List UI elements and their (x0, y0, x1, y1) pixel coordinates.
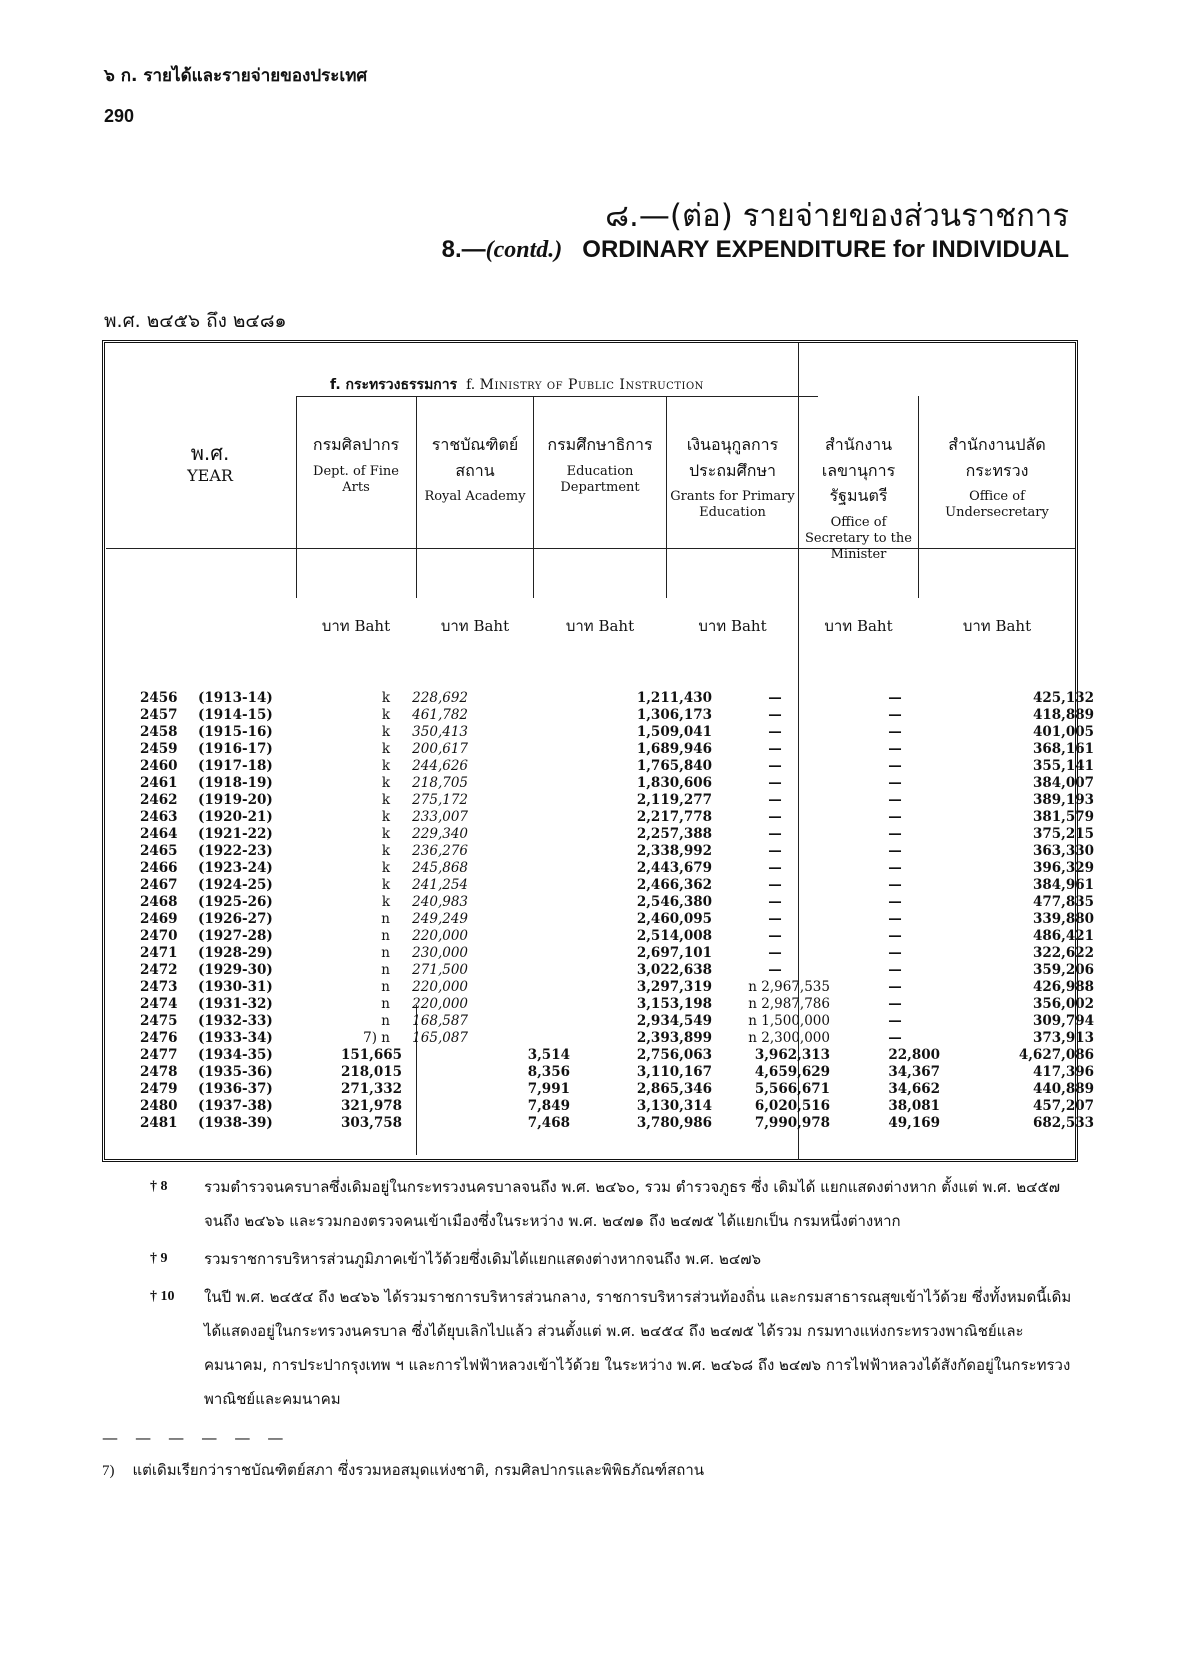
undersecretary-value: 426,988 (1032, 979, 1094, 995)
undersecretary-value: 322,622 (1032, 945, 1094, 961)
fine-arts-value: 249,249 (412, 911, 468, 927)
fine-arts-marker: 151,665 (340, 1047, 402, 1063)
year-be: 2480 (140, 1098, 178, 1114)
education-value: 2,460,095 (636, 911, 712, 927)
undersecretary-value: 4,627,086 (1018, 1047, 1094, 1063)
grants-value: — (768, 894, 782, 910)
year-be: 2468 (140, 894, 178, 910)
year-ce: (1938-39) (198, 1115, 273, 1131)
year-be: 2479 (140, 1081, 178, 1097)
year-be: 2466 (140, 860, 178, 876)
table-row (140, 1047, 1094, 1064)
undersecretary-value: 417,396 (1032, 1064, 1094, 1080)
secretary-value: — (888, 690, 902, 706)
ministry-heading (330, 374, 704, 396)
undersecretary-value: 359,206 (1032, 962, 1094, 978)
col-divider-1 (296, 396, 297, 598)
table-row (140, 1098, 1094, 1115)
col-head-en: Dept. of Fine Arts (313, 463, 399, 495)
undersecretary-value: 418,889 (1032, 707, 1094, 723)
secretary-value: — (888, 707, 902, 723)
secretary-value: — (888, 979, 902, 995)
unit-label: บาท Baht (565, 617, 635, 635)
undersecretary-value: 425,132 (1032, 690, 1094, 706)
header-bottom-rule (106, 548, 1075, 549)
royal-academy-value: 7,849 (527, 1098, 570, 1114)
note-marker: † 9 (150, 1251, 168, 1266)
secretary-value: 34,662 (888, 1081, 940, 1097)
fine-arts-marker: k (381, 877, 390, 893)
secretary-value: — (888, 877, 902, 893)
secretary-value: — (888, 775, 902, 791)
fine-arts-value: 241,254 (412, 877, 468, 893)
fine-arts-marker: n (381, 911, 390, 927)
undersecretary-value: 486,421 (1032, 928, 1094, 944)
fine-arts-value: 271,500 (412, 962, 468, 978)
fine-arts-value: 233,007 (412, 809, 468, 825)
grants-value: n 1,500,000 (748, 1013, 830, 1029)
unit-label: บาท Baht (824, 617, 893, 635)
education-value: 3,153,198 (636, 996, 712, 1012)
grants-value: — (768, 809, 782, 825)
year-ce: (1936-37) (198, 1081, 273, 1097)
education-value: 3,110,167 (636, 1064, 712, 1080)
table-row (140, 996, 1094, 1013)
footnote-text: แต่เดิมเรียกว่าราชบัณฑิตย์สภา ซึ่งรวมหอสมุดแห่งชาติ, กรมศิลปากรและพิพิธภัณฑ์สถาน (132, 1461, 705, 1479)
royal-academy-value: 7,468 (527, 1115, 570, 1131)
secretary-value: — (888, 945, 902, 961)
note-text: รวมราชการบริหารส่วนภูมิภาคเข้าไว้ด้วยซึ่งเดิมได้แยกแสดงต่างหากจนถึง พ.ศ. ๒๔๗๖ (204, 1250, 762, 1268)
table-row (140, 843, 1094, 860)
fine-arts-marker: k (381, 792, 390, 808)
fine-arts-value: 240,983 (412, 894, 468, 910)
table-row (140, 928, 1094, 945)
grants-value: — (768, 758, 782, 774)
year-be: 2463 (140, 809, 178, 825)
fine-arts-value: 350,413 (412, 724, 468, 740)
grants-value: — (768, 843, 782, 859)
fine-arts-marker: n (381, 1013, 390, 1029)
grants-value: — (768, 775, 782, 791)
undersecretary-value: 355,141 (1032, 758, 1094, 774)
note-9 (150, 1242, 1080, 1276)
secretary-value: — (888, 894, 902, 910)
secretary-value: — (888, 996, 902, 1012)
year-ce: (1933-34) (198, 1030, 273, 1046)
fine-arts-value: 245,868 (412, 860, 468, 876)
fine-arts-value: 220,000 (412, 979, 468, 995)
year-be: 2475 (140, 1013, 178, 1029)
year-be: 2459 (140, 741, 178, 757)
secretary-value: 34,367 (888, 1064, 940, 1080)
grants-value: 5,566,671 (754, 1081, 830, 1097)
secretary-value: — (888, 809, 902, 825)
fine-arts-marker: k (381, 724, 390, 740)
grants-value: — (768, 724, 782, 740)
table-row (140, 860, 1094, 877)
fine-arts-value: 165,087 (412, 1030, 468, 1046)
year-be: 2473 (140, 979, 178, 995)
note-marker: † 8 (150, 1179, 168, 1194)
col-head-en: Grants for Primary Education (670, 489, 795, 521)
table-title-english (442, 236, 1069, 264)
grants-value: 6,020,516 (754, 1098, 830, 1114)
secretary-value: — (888, 1030, 902, 1046)
grants-value: — (768, 928, 782, 944)
year-be: 2471 (140, 945, 178, 961)
undersecretary-value: 356,002 (1032, 996, 1094, 1012)
grants-value: 3,962,313 (754, 1047, 830, 1063)
fine-arts-marker: 321,978 (340, 1098, 402, 1114)
col-head-secretary (802, 432, 915, 564)
unit-label: บาท Baht (698, 617, 767, 635)
education-value: 2,393,899 (636, 1030, 712, 1046)
grants-value: n 2,967,535 (748, 979, 830, 995)
year-be: 2464 (140, 826, 178, 842)
year-be: 2478 (140, 1064, 178, 1080)
education-value: 2,546,380 (636, 894, 712, 910)
grants-value: — (768, 792, 782, 808)
fine-arts-value: 168,587 (412, 1013, 468, 1029)
ministry-en: Ministry of Public Instruction (479, 377, 704, 393)
fine-arts-value: 228,692 (412, 690, 468, 706)
undersecretary-value: 682,533 (1032, 1115, 1094, 1131)
fine-arts-value: 461,782 (412, 707, 468, 723)
education-value: 2,934,549 (636, 1013, 712, 1029)
year-ce: (1920-21) (198, 809, 273, 825)
col-head-fine-arts (300, 432, 412, 496)
fine-arts-marker: k (381, 860, 390, 876)
table-row (140, 1081, 1094, 1098)
table-row (140, 1115, 1094, 1132)
table-row (140, 758, 1094, 775)
year-column-heading (150, 440, 270, 487)
fine-arts-marker: 271,332 (340, 1081, 402, 1097)
undersecretary-value: 401,005 (1032, 724, 1094, 740)
year-ce: (1924-25) (198, 877, 273, 893)
table-row (140, 809, 1094, 826)
col-divider-4 (666, 396, 667, 598)
fine-arts-marker: k (381, 809, 390, 825)
year-be: 2461 (140, 775, 178, 791)
secretary-value: — (888, 928, 902, 944)
grants-value: — (768, 860, 782, 876)
secretary-value: 38,081 (888, 1098, 940, 1114)
table-row (140, 792, 1094, 809)
fine-arts-marker: n (381, 945, 390, 961)
education-value: 2,338,992 (636, 843, 712, 859)
year-be: 2470 (140, 928, 178, 944)
year-ce: (1928-29) (198, 945, 273, 961)
secretary-value: — (888, 741, 902, 757)
table-row (140, 911, 1094, 928)
grants-value: — (768, 826, 782, 842)
col-head-grants (670, 432, 795, 522)
fine-arts-marker: n (381, 928, 390, 944)
col-divider-6 (918, 396, 919, 598)
year-ce: (1913-14) (198, 690, 273, 706)
fine-arts-marker: n (381, 979, 390, 995)
year-ce: (1915-16) (198, 724, 273, 740)
col-head-thai: กรมศึกษาธิการ (547, 435, 653, 454)
grants-value: n 2,300,000 (748, 1030, 830, 1046)
undersecretary-value: 384,007 (1032, 775, 1094, 791)
footnote-marker: 7) (102, 1463, 115, 1479)
undersecretary-value: 384,961 (1032, 877, 1094, 893)
col-head-thai: สำนักงานเลขานุการรัฐมนตรี (821, 435, 896, 506)
fine-arts-value: 229,340 (412, 826, 468, 842)
fine-arts-marker: k (381, 894, 390, 910)
unit-label: บาท Baht (962, 617, 1032, 635)
col-head-thai: สำนักงานปลัดกระทรวง (948, 435, 1046, 480)
secretary-value: — (888, 911, 902, 927)
secretary-value: 22,800 (888, 1047, 940, 1063)
footnote-rule: — — — — — — (102, 1428, 290, 1447)
year-be: 2458 (140, 724, 178, 740)
fine-arts-marker: 303,758 (340, 1115, 402, 1131)
col-head-en: Royal Academy (424, 489, 526, 505)
education-value: 3,130,314 (636, 1098, 712, 1114)
year-ce: (1925-26) (198, 894, 273, 910)
education-value: 1,765,840 (636, 758, 712, 774)
table-row (140, 690, 1094, 707)
year-ce: (1926-27) (198, 911, 273, 927)
education-value: 2,697,101 (636, 945, 712, 961)
grants-value: n 2,987,786 (748, 996, 830, 1012)
undersecretary-value: 363,330 (1032, 843, 1094, 859)
year-ce: (1916-17) (198, 741, 273, 757)
fine-arts-value: 218,705 (412, 775, 468, 791)
education-value: 1,830,606 (636, 775, 712, 791)
year-be: 2472 (140, 962, 178, 978)
table-row (140, 707, 1094, 724)
education-value: 3,780,986 (636, 1115, 712, 1131)
undersecretary-value: 440,889 (1032, 1081, 1094, 1097)
undersecretary-value: 309,794 (1032, 1013, 1094, 1029)
grants-value: — (768, 962, 782, 978)
undersecretary-value: 457,207 (1032, 1098, 1094, 1114)
fine-arts-value: 220,000 (412, 928, 468, 944)
table-row (140, 1064, 1094, 1081)
secretary-value: — (888, 758, 902, 774)
year-heading-en: YEAR (187, 466, 233, 485)
col-divider-3 (533, 396, 534, 598)
table-title-thai: ๘.—(ต่อ) รายจ่ายของส่วนราชการ (605, 198, 1069, 234)
year-ce: (1927-28) (198, 928, 273, 944)
fine-arts-marker: 218,015 (340, 1064, 402, 1080)
education-value: 2,466,362 (636, 877, 712, 893)
secretary-value: — (888, 724, 902, 740)
grants-value: — (768, 911, 782, 927)
col-head-en: Office of Undersecretary (945, 489, 1049, 521)
notes-section (150, 1170, 1080, 1420)
fine-arts-marker: k (381, 826, 390, 842)
table-row (140, 724, 1094, 741)
year-ce: (1934-35) (198, 1047, 273, 1063)
education-value: 3,022,638 (636, 962, 712, 978)
year-be: 2456 (140, 690, 178, 706)
undersecretary-value: 375,215 (1032, 826, 1094, 842)
undersecretary-value: 477,835 (1032, 894, 1094, 910)
year-be: 2477 (140, 1047, 178, 1063)
year-ce: (1918-19) (198, 775, 273, 791)
note-text: รวมตำรวจนครบาลซึ่งเดิมอยู่ในกระทรวงนครบาลจนถึง พ.ศ. ๒๔๖๐, รวม ตำรวจภูธร ซึ่ง เดิมได้ แยกแสดงต่างหาก ตั้งแต่ พ.ศ. ๒๔๕๗ จนถึง ๒๔๖๖ และรวมกองตรวจคนเข้าเมืองซึ่งในระหว่าง พ.ศ. ๒๔๗๑ ถึง ๒๔๗๕ ได้แยกเป็น กรมหนึ่งต่างหาก (204, 1178, 1061, 1230)
ministry-rule (296, 396, 818, 397)
fine-arts-marker: k (381, 843, 390, 859)
royal-academy-value: 7,991 (527, 1081, 570, 1097)
year-ce: (1917-18) (198, 758, 273, 774)
title-contd: (contd.) (485, 237, 563, 263)
unit-label: บาท Baht (440, 617, 510, 635)
year-ce: (1937-38) (198, 1098, 273, 1114)
grants-value: — (768, 690, 782, 706)
year-heading-thai: พ.ศ. (190, 441, 230, 465)
table-row (140, 945, 1094, 962)
fine-arts-value: 230,000 (412, 945, 468, 961)
fine-arts-marker: 7) n (363, 1030, 390, 1046)
year-ce: (1931-32) (198, 996, 273, 1012)
year-be: 2481 (140, 1115, 178, 1131)
table-row (140, 741, 1094, 758)
secretary-value: — (888, 1013, 902, 1029)
undersecretary-value: 396,329 (1032, 860, 1094, 876)
undersecretary-value: 373,913 (1032, 1030, 1094, 1046)
year-ce: (1932-33) (198, 1013, 273, 1029)
secretary-value: — (888, 860, 902, 876)
table-row (140, 894, 1094, 911)
title-text: ORDINARY EXPENDITURE for INDIVIDUAL (582, 236, 1069, 263)
note-marker: † 10 (150, 1289, 175, 1304)
table-row (140, 775, 1094, 792)
royal-academy-value: 3,514 (527, 1047, 570, 1063)
year-ce: (1930-31) (198, 979, 273, 995)
education-value: 1,509,041 (636, 724, 712, 740)
secretary-value: — (888, 962, 902, 978)
grants-value: 4,659,629 (754, 1064, 830, 1080)
year-ce: (1935-36) (198, 1064, 273, 1080)
table-body (140, 690, 1094, 1132)
year-be: 2469 (140, 911, 178, 927)
fine-arts-marker: k (381, 690, 390, 706)
royal-academy-value: 8,356 (527, 1064, 570, 1080)
fine-arts-marker: n (381, 996, 390, 1012)
ministry-en-prefix: f. (466, 377, 476, 393)
undersecretary-value: 339,880 (1032, 911, 1094, 927)
education-value: 2,257,388 (636, 826, 712, 842)
fine-arts-value: 236,276 (412, 843, 468, 859)
table-row (140, 877, 1094, 894)
col-head-thai: ราชบัณฑิตย์สถาน (431, 435, 519, 480)
fine-arts-value: 200,617 (412, 741, 468, 757)
table-row (140, 979, 1094, 996)
fine-arts-marker: k (381, 775, 390, 791)
unit-label: บาท Baht (321, 617, 391, 635)
secretary-value: — (888, 843, 902, 859)
col-head-en: Education Department (560, 463, 640, 495)
education-value: 2,756,063 (636, 1047, 712, 1063)
col-head-education (537, 432, 663, 496)
note-10 (150, 1280, 1080, 1416)
year-be: 2457 (140, 707, 178, 723)
grants-value: — (768, 877, 782, 893)
fine-arts-marker: k (381, 741, 390, 757)
fine-arts-value: 220,000 (412, 996, 468, 1012)
table-row (140, 826, 1094, 843)
undersecretary-value: 389,193 (1032, 792, 1094, 808)
undersecretary-value: 368,161 (1032, 741, 1094, 757)
year-be: 2462 (140, 792, 178, 808)
year-ce: (1921-22) (198, 826, 273, 842)
year-ce: (1914-15) (198, 707, 273, 723)
grants-value: — (768, 707, 782, 723)
title-number: 8.— (441, 236, 486, 263)
year-ce: (1919-20) (198, 792, 273, 808)
education-value: 2,865,346 (636, 1081, 712, 1097)
col-head-royal-academy (420, 432, 530, 505)
ministry-thai: f. กระทรวงธรรมการ (330, 377, 458, 393)
fine-arts-marker: k (381, 707, 390, 723)
education-value: 1,689,946 (636, 741, 712, 757)
table-row (140, 1013, 1094, 1030)
grants-value: 7,990,978 (754, 1115, 830, 1131)
fine-arts-marker: n (381, 962, 390, 978)
note-text: ในปี พ.ศ. ๒๔๕๔ ถึง ๒๔๖๖ ได้รวมราชการบริหารส่วนกลาง, ราชการบริหารส่วนท้องถิ่น และกรมสาธารณสุขเข้าไว้ด้วย ซึ่งทั้งหมดนี้เดิมได้แสดงอยู่ในกระทรวงนครบาล ซึ่งได้ยุบเลิกไปแล้ว ส่วนตั้งแต่ พ.ศ. ๒๔๕๔ ถึง ๒๔๗๕ ได้รวม กรมทางแห่งกระทรวงพาณิชย์และคมนาคม, การประปากรุงเทพ ฯ และการไฟฟ้าหลวงเข้าไว้ด้วย ในระหว่าง พ.ศ. ๒๔๖๘ ถึง ๒๔๗๖ การไฟฟ้าหลวงได้สังกัดอยู่ในกระทรวงพาณิชย์และคมนาคม (204, 1288, 1072, 1408)
footnote (102, 1458, 704, 1482)
year-be: 2467 (140, 877, 178, 893)
secretary-value: — (888, 826, 902, 842)
education-value: 2,443,679 (636, 860, 712, 876)
year-ce: (1923-24) (198, 860, 273, 876)
year-be: 2460 (140, 758, 178, 774)
fine-arts-value: 275,172 (412, 792, 468, 808)
education-value: 2,119,277 (636, 792, 712, 808)
education-value: 2,217,778 (636, 809, 712, 825)
secretary-value: — (888, 792, 902, 808)
fine-arts-marker: k (381, 758, 390, 774)
fine-arts-value: 244,626 (412, 758, 468, 774)
running-head: ๖ ก. รายได้และรายจ่ายของประเทศ (104, 66, 368, 86)
education-value: 2,514,008 (636, 928, 712, 944)
grants-value: — (768, 945, 782, 961)
table-row (140, 1030, 1094, 1047)
grants-value: — (768, 741, 782, 757)
col-head-thai: กรมศิลปากร (312, 435, 400, 454)
col-head-undersecretary (922, 432, 1072, 522)
table-row (140, 962, 1094, 979)
year-ce: (1929-30) (198, 962, 273, 978)
year-be: 2474 (140, 996, 178, 1012)
education-value: 3,297,319 (636, 979, 712, 995)
period-label: พ.ศ. ๒๔๕๖ ถึง ๒๔๘๑ (104, 310, 287, 332)
education-value: 1,306,173 (636, 707, 712, 723)
note-8 (150, 1170, 1080, 1238)
education-value: 1,211,430 (636, 690, 712, 706)
col-head-en: Office of Secretary to the Minister (805, 514, 912, 563)
year-be: 2465 (140, 843, 178, 859)
secretary-value: 49,169 (888, 1115, 940, 1131)
undersecretary-value: 381,579 (1032, 809, 1094, 825)
col-head-thai: เงินอนุกูลการประถมศึกษา (686, 435, 779, 480)
year-ce: (1922-23) (198, 843, 273, 859)
col-divider-2 (416, 396, 417, 598)
page-number: 290 (104, 106, 135, 126)
year-be: 2476 (140, 1030, 178, 1046)
